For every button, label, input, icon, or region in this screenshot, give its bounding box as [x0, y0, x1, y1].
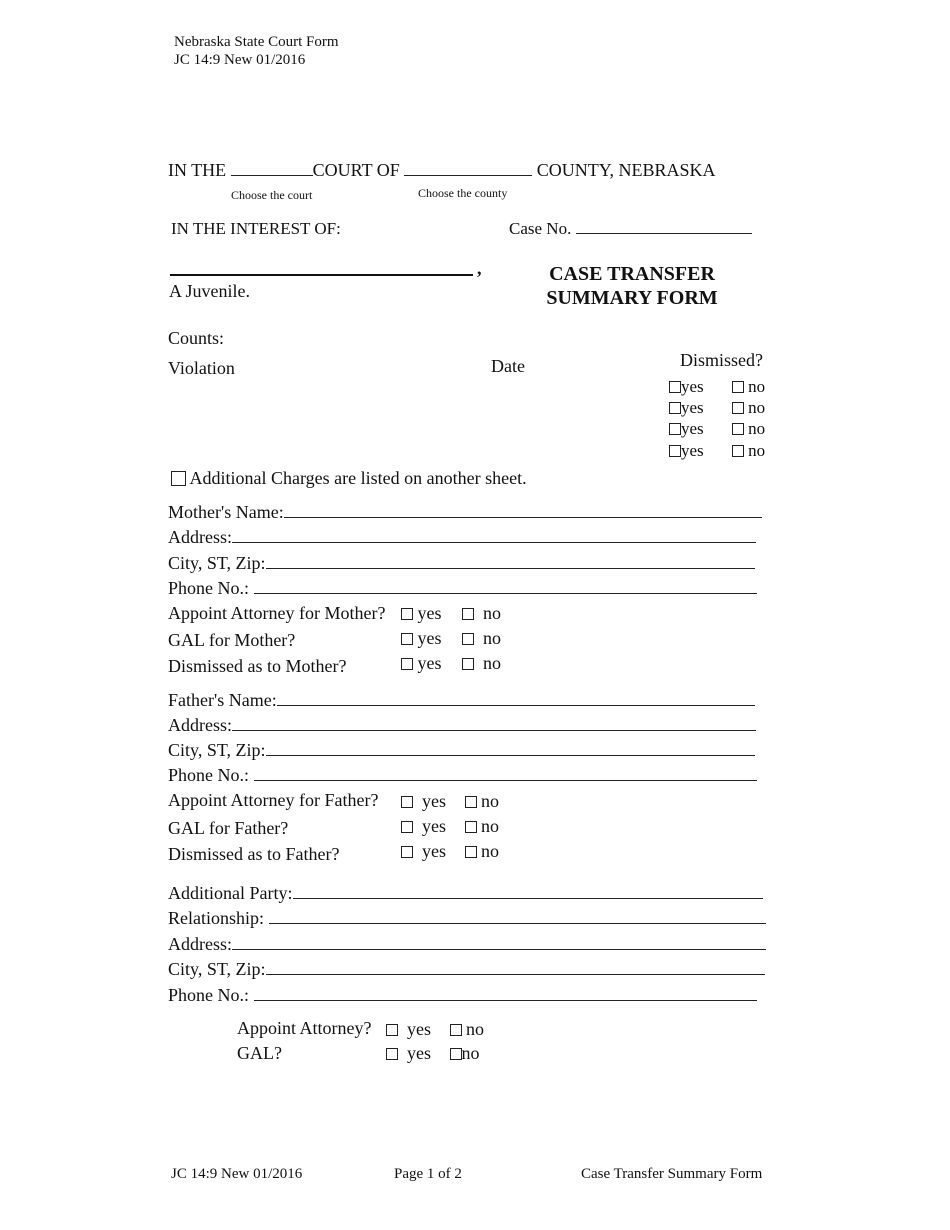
case-no-label: Case No. — [509, 219, 572, 238]
mother-name-field[interactable] — [284, 503, 762, 518]
no-label: no — [748, 377, 766, 396]
yes-label: yes — [422, 841, 446, 861]
yes-label: yes — [681, 419, 704, 438]
mother-gal-options — [401, 628, 501, 649]
mother-dismissed-options — [401, 653, 501, 674]
court-field[interactable] — [231, 161, 313, 176]
yes-label: yes — [422, 791, 446, 811]
mother-phone-field[interactable] — [254, 579, 757, 594]
father-dismissed-yes-checkbox[interactable] — [401, 846, 413, 858]
father-gal-options — [401, 816, 499, 837]
father-appoint-no-checkbox[interactable] — [465, 796, 477, 808]
father-appoint-options — [401, 791, 499, 812]
mother-gal-yes-checkbox[interactable] — [401, 633, 413, 645]
count-4-yes-checkbox[interactable] — [669, 445, 681, 457]
father-dismissed-label: Dismissed as to Father? — [168, 844, 340, 864]
dismissed-row-1 — [669, 377, 765, 397]
date-header: Date — [491, 356, 525, 376]
father-city-label: City, ST, Zip: — [168, 740, 266, 760]
father-city-field[interactable] — [266, 741, 755, 756]
form-title-line2: SUMMARY FORM — [546, 287, 718, 309]
mother-dismissed-no-checkbox[interactable] — [462, 658, 474, 670]
no-label: no — [461, 1043, 480, 1063]
footer-form-title: Case Transfer Summary Form — [581, 1166, 763, 1182]
father-appoint-label: Appoint Attorney for Father? — [168, 790, 379, 810]
form-title — [532, 262, 732, 310]
father-phone-row — [168, 765, 757, 786]
in-the-label: IN THE — [168, 160, 227, 180]
count-2-no-checkbox[interactable] — [732, 402, 744, 414]
no-label: no — [748, 419, 766, 438]
county-field[interactable] — [404, 161, 532, 176]
additional-charges-label: Additional Charges are listed on another sheet. — [189, 468, 527, 488]
mother-dismissed-label: Dismissed as to Mother? — [168, 656, 347, 676]
dismissed-row-3 — [669, 419, 765, 439]
form-name: Nebraska State Court Form — [174, 34, 339, 50]
form-title-line1: CASE TRANSFER — [549, 263, 715, 285]
party-appoint-yes-checkbox[interactable] — [386, 1024, 398, 1036]
yes-label: yes — [681, 398, 704, 417]
mother-appoint-no-checkbox[interactable] — [462, 608, 474, 620]
no-label: no — [481, 816, 499, 836]
father-name-label: Father's Name: — [168, 690, 277, 710]
mother-address-field[interactable] — [232, 528, 756, 543]
choose-county-hint: Choose the county — [418, 186, 508, 200]
no-label: no — [466, 1019, 484, 1039]
dismissed-row-2 — [669, 398, 765, 418]
party-gal-options — [386, 1043, 480, 1064]
choose-court-hint: Choose the court — [231, 188, 313, 202]
father-gal-label: GAL for Father? — [168, 818, 289, 838]
mother-city-label: City, ST, Zip: — [168, 553, 266, 573]
father-appoint-yes-checkbox[interactable] — [401, 796, 413, 808]
father-address-row — [168, 715, 756, 736]
father-gal-yes-checkbox[interactable] — [401, 821, 413, 833]
party-city-row — [168, 959, 765, 980]
party-gal-no-checkbox[interactable] — [450, 1048, 462, 1060]
case-no-field[interactable] — [576, 219, 752, 234]
mother-gal-label: GAL for Mother? — [168, 630, 296, 650]
party-phone-field[interactable] — [254, 986, 757, 1001]
no-label: no — [748, 441, 766, 460]
mother-appoint-options — [401, 603, 501, 624]
no-label: no — [483, 603, 501, 623]
no-label: no — [483, 628, 501, 648]
party-address-label: Address: — [168, 934, 232, 954]
count-1-no-checkbox[interactable] — [732, 381, 744, 393]
party-phone-label: Phone No.: — [168, 985, 249, 1005]
father-address-field[interactable] — [232, 716, 756, 731]
yes-label: yes — [417, 603, 442, 623]
no-label: no — [748, 398, 766, 417]
father-name-field[interactable] — [277, 691, 755, 706]
yes-label: yes — [681, 441, 704, 460]
no-label: no — [483, 653, 501, 673]
mother-name-label: Mother's Name: — [168, 502, 284, 522]
no-label: no — [481, 841, 499, 861]
party-gal-label: GAL? — [237, 1043, 282, 1063]
party-relationship-label: Relationship: — [168, 908, 264, 928]
party-appoint-options — [386, 1019, 484, 1040]
party-city-label: City, ST, Zip: — [168, 959, 266, 979]
yes-label: yes — [422, 816, 446, 836]
father-phone-label: Phone No.: — [168, 765, 249, 785]
mother-city-field[interactable] — [266, 554, 755, 569]
form-code: JC 14:9 New 01/2016 — [174, 52, 306, 68]
mother-dismissed-yes-checkbox[interactable] — [401, 658, 413, 670]
count-3-no-checkbox[interactable] — [732, 423, 744, 435]
party-name-row — [168, 883, 763, 904]
count-1-yes-checkbox[interactable] — [669, 381, 681, 393]
mother-address-label: Address: — [168, 527, 232, 547]
yes-label: yes — [407, 1019, 431, 1039]
party-address-field[interactable] — [232, 935, 766, 950]
father-address-label: Address: — [168, 715, 232, 735]
juvenile-comma: , — [477, 258, 482, 278]
party-phone-row — [168, 985, 757, 1006]
father-dismissed-options — [401, 841, 499, 862]
party-appoint-label: Appoint Attorney? — [237, 1018, 372, 1038]
counts-label: Counts: — [168, 328, 225, 348]
party-name-label: Additional Party: — [168, 883, 293, 903]
juvenile-name-field[interactable] — [170, 262, 473, 276]
footer-page-number: Page 1 of 2 — [394, 1166, 462, 1182]
father-gal-no-checkbox[interactable] — [465, 821, 477, 833]
no-label: no — [481, 791, 499, 811]
count-3-yes-checkbox[interactable] — [669, 423, 681, 435]
mother-phone-label: Phone No.: — [168, 578, 249, 598]
party-appoint-no-checkbox[interactable] — [450, 1024, 462, 1036]
count-4-no-checkbox[interactable] — [732, 445, 744, 457]
mother-appoint-yes-checkbox[interactable] — [401, 608, 413, 620]
yes-label: yes — [417, 628, 442, 648]
father-name-row — [168, 690, 755, 711]
dismissed-row-4 — [669, 441, 765, 461]
party-gal-yes-checkbox[interactable] — [386, 1048, 398, 1060]
party-address-row — [168, 934, 766, 955]
party-relationship-row — [168, 908, 766, 929]
party-relationship-field[interactable] — [269, 909, 766, 924]
case-no-row — [509, 219, 752, 239]
caption-line — [168, 160, 715, 181]
yes-label: yes — [681, 377, 704, 396]
interest-of-label: IN THE INTEREST OF: — [171, 219, 341, 238]
juvenile-label: A Juvenile. — [169, 281, 250, 301]
dismissed-header: Dismissed? — [680, 350, 763, 370]
party-city-field[interactable] — [266, 960, 765, 975]
footer-form-code: JC 14:9 New 01/2016 — [171, 1166, 303, 1182]
mother-gal-no-checkbox[interactable] — [462, 633, 474, 645]
additional-charges-row — [171, 468, 527, 489]
mother-city-row — [168, 553, 755, 574]
yes-label: yes — [417, 653, 442, 673]
count-2-yes-checkbox[interactable] — [669, 402, 681, 414]
mother-appoint-label: Appoint Attorney for Mother? — [168, 603, 386, 623]
father-city-row — [168, 740, 755, 761]
mother-address-row — [168, 527, 756, 548]
county-nebraska-label: COUNTY, NEBRASKA — [536, 160, 716, 180]
violation-header: Violation — [168, 358, 235, 378]
additional-charges-checkbox[interactable] — [171, 471, 186, 486]
court-of-label: COURT OF — [312, 160, 400, 180]
mother-phone-row — [168, 578, 757, 599]
yes-label: yes — [407, 1043, 431, 1063]
father-dismissed-no-checkbox[interactable] — [465, 846, 477, 858]
father-phone-field[interactable] — [254, 766, 757, 781]
party-name-field[interactable] — [293, 884, 763, 899]
mother-name-row — [168, 502, 762, 523]
